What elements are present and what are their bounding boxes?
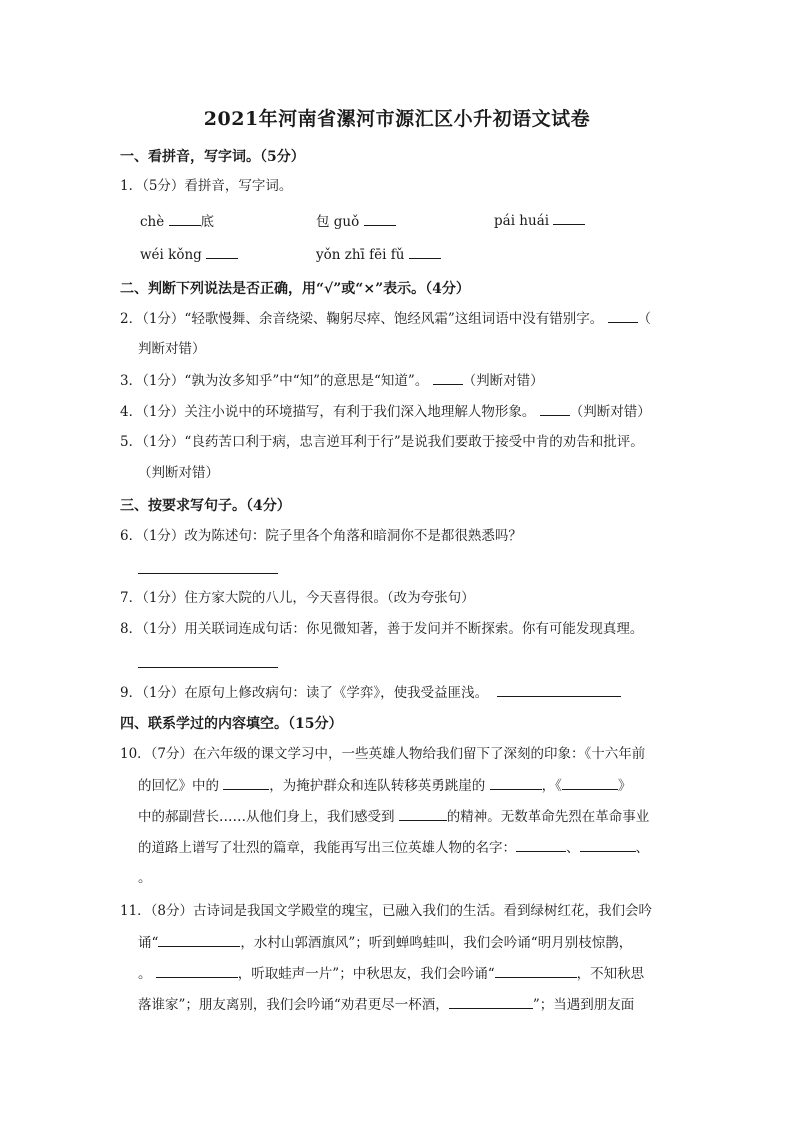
pinyin-item-2: 包 guǒ	[316, 210, 396, 230]
question-7: 7．（1分）住方家大院的八儿，今天喜得很。（改为夸张句）	[120, 590, 475, 606]
answer-blank[interactable]	[158, 932, 240, 947]
answer-blank[interactable]	[223, 775, 269, 790]
question-10-line-5: 。	[138, 870, 152, 886]
answer-blank[interactable]	[156, 963, 238, 978]
question-11-line-2: 诵“ ，水村山郭酒旗风”；听到蝉鸣蛙叫，我们会吟诵“明月别枝惊鹊，	[138, 932, 632, 953]
answer-blank[interactable]	[409, 244, 441, 259]
answer-line-6[interactable]	[138, 572, 278, 574]
question-10-line-2: 的回忆》中的 ，为掩护群众和连队转移英勇跳崖的 ，《 》	[138, 775, 631, 796]
question-3: 3．（1分）“孰为汝多知乎”中“知”的意思是“知道”。 （判断对错）	[120, 370, 544, 391]
page-title: 2021年河南省漯河市源汇区小升初语文试卷	[203, 108, 591, 130]
answer-blank[interactable]	[433, 370, 463, 385]
question-10-line-1: 10．（7分）在六年级的课文学习中，一些英雄人物给我们留下了深刻的印象：《十六年前	[120, 746, 646, 762]
question-6: 6．（1分）改为陈述句：院子里各个角落和暗洞你不是都很熟悉吗？	[120, 528, 522, 544]
answer-line-8[interactable]	[138, 666, 278, 668]
section-heading-4: 四、联系学过的内容填空。（15分）	[120, 716, 343, 732]
question-5-line-2: （判断对错）	[138, 465, 219, 481]
pinyin-item-1: chè 底	[140, 210, 214, 230]
question-2-line-1: 2．（1分）“轻歌慢舞、余音绕梁、鞠躬尽瘁、饱经风霜”这组词语中没有错别字。 （	[120, 308, 651, 329]
answer-blank[interactable]	[495, 963, 577, 978]
answer-blank[interactable]	[540, 401, 570, 416]
question-11-line-4: 落谁家”；朋友离别，我们会吟诵“劝君更尽一杯酒， ”；当遇到朋友面	[138, 994, 634, 1015]
answer-blank[interactable]	[516, 837, 566, 852]
answer-blank[interactable]	[490, 775, 542, 790]
question-9: 9．（1分）在原句上修改病句：读了《学弈》，使我受益匪浅。	[120, 682, 621, 703]
section-heading-3: 三、按要求写句子。（4分）	[120, 498, 291, 514]
answer-blank[interactable]	[562, 775, 618, 790]
answer-blank[interactable]	[399, 806, 447, 821]
question-5-line-1: 5．（1分）“良药苦口利于病，忠言逆耳利于行”是说我们要敢于接受中肯的劝告和批评。	[120, 434, 644, 450]
question-2-line-2: 判断对错）	[138, 341, 206, 357]
question-1-stem: 1．（5分）看拼音，写字词。	[120, 178, 293, 194]
answer-blank[interactable]	[364, 211, 396, 226]
question-10-line-3: 中的郝副营长……从他们身上，我们感受到 的精神。无数革命先烈在革命事业	[138, 806, 649, 827]
pinyin-item-4: wéi kǒng	[140, 244, 238, 263]
answer-blank[interactable]	[553, 210, 585, 225]
question-4: 4．（1分）关注小说中的环境描写，有利于我们深入地理解人物形象。 （判断对错）	[120, 401, 651, 422]
answer-blank[interactable]	[206, 244, 238, 259]
question-8: 8．（1分）用关联词连成句话：你见微知著，善于发问并不断探索。你有可能发现真理。	[120, 621, 644, 637]
pinyin-item-3: pái huái	[494, 210, 585, 229]
answer-blank[interactable]	[449, 994, 533, 1009]
question-10-line-4: 的道路上谱写了壮烈的篇章，我能再写出三位英雄人物的名字： 、 、	[138, 837, 649, 858]
answer-blank[interactable]	[608, 308, 638, 323]
answer-blank[interactable]	[580, 837, 636, 852]
question-11-line-1: 11．（8分）古诗词是我国文学殿堂的瑰宝，已融入我们的生活。看到绿树红花，我们会吟	[120, 903, 653, 919]
answer-blank[interactable]	[169, 211, 201, 226]
section-heading-2: 二、判断下列说法是否正确，用“√”或“×”表示。（4分）	[120, 281, 470, 297]
answer-blank[interactable]	[497, 682, 621, 697]
section-heading-1: 一、看拼音，写字词。（5分）	[120, 149, 305, 165]
question-11-line-3: 。 ，听取蛙声一片”；中秋思友，我们会吟诵“ ，不知秋思	[138, 963, 644, 984]
pinyin-item-5: yǒn zhī fēi fǔ	[316, 244, 441, 263]
